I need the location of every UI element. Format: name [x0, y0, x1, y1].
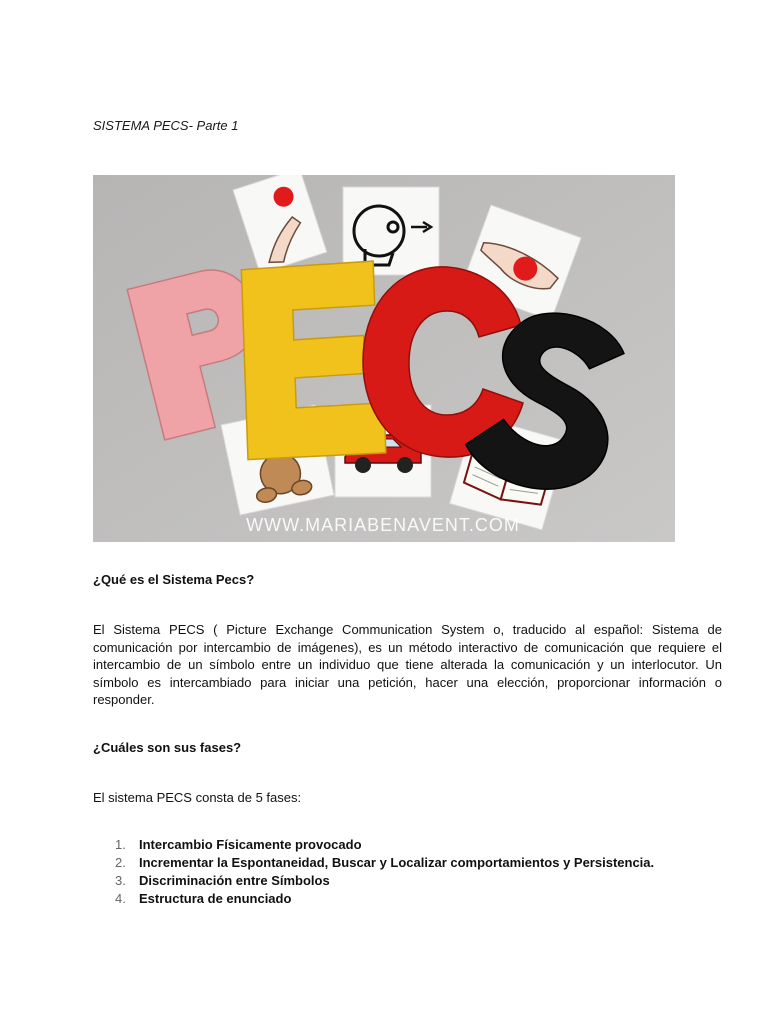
phase-number: 2.	[115, 855, 126, 870]
phase-text: Incrementar la Espontaneidad, Buscar y Localizar comportamientos y Persistencia.	[139, 855, 655, 870]
list-item	[93, 854, 654, 872]
phase-text: Discriminación entre Símbolos	[139, 873, 330, 888]
phases-intro: El sistema PECS consta de 5 fases:	[93, 790, 302, 805]
pecs-photo	[93, 175, 675, 542]
phase-number: 4.	[115, 891, 126, 906]
section-heading-what: ¿Qué es el Sistema Pecs?	[93, 572, 255, 587]
document-title: SISTEMA PECS- Parte 1	[93, 118, 239, 133]
photo-watermark: WWW.MARIABENAVENT.COM	[246, 515, 520, 535]
list-item	[93, 836, 654, 854]
phase-number: 1.	[115, 837, 126, 852]
phase-number: 3.	[115, 873, 126, 888]
phase-text: Intercambio Físicamente provocado	[139, 837, 362, 852]
list-item	[93, 872, 654, 890]
phase-text: Estructura de enunciado	[139, 891, 292, 906]
section-heading-phases: ¿Cuáles son sus fases?	[93, 740, 242, 755]
pecs-photo-illustration	[93, 175, 675, 542]
list-item	[93, 890, 654, 908]
section-paragraph-what: El Sistema PECS ( Picture Exchange Communication System o, traducido al español: Sistema de comunicación por intercambio de imágenes), es un método interactivo de comunicación que requiere el intercambio de un símbolo entre un individuo que tiene alterada la comunicación y un interlocutor. Un símbolo es intercambiado para iniciar una petición, hacer una elección, proporcionar información o responder.	[93, 622, 722, 708]
phase-list	[93, 836, 654, 908]
